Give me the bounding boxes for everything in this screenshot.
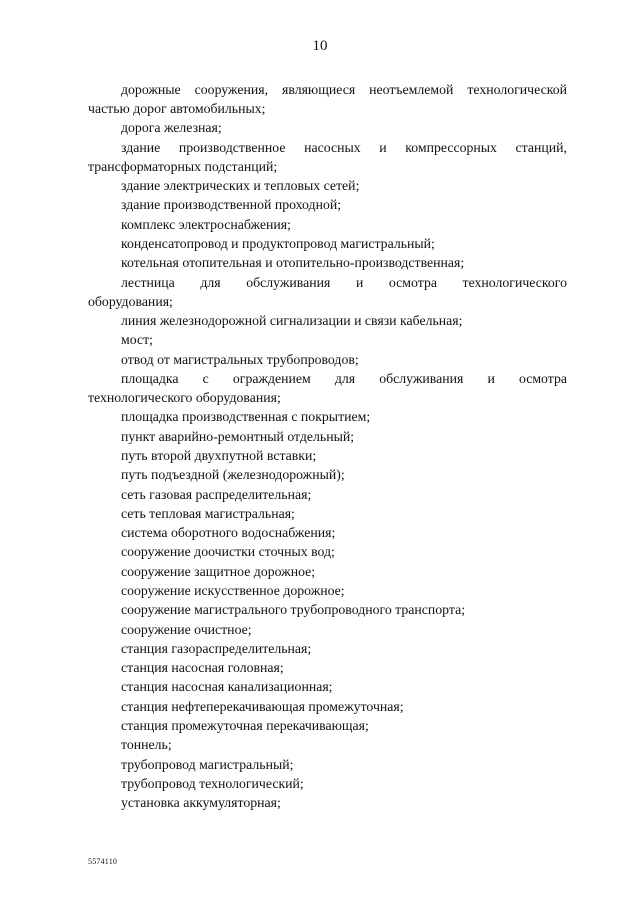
list-item-line: площадка с ограждением для обслуживания и осмотра	[121, 371, 567, 386]
list-item-line: линия железнодорожной сигнализации и связи кабельная;	[121, 313, 463, 328]
list-item-line: трубопровод магистральный;	[121, 757, 294, 772]
list-item-line: станция насосная канализационная;	[121, 679, 333, 694]
document-code: 5574110	[88, 857, 118, 866]
list-item-line: сеть тепловая магистральная;	[121, 506, 295, 521]
list-item-line: сооружение очистное;	[121, 622, 252, 637]
list-item-line: конденсатопровод и продуктопровод магистральный;	[121, 236, 435, 251]
list-item-line: сеть газовая распределительная;	[121, 487, 312, 502]
list-item-line: путь подъездной (железнодорожный);	[121, 467, 345, 482]
list-item-line: котельная отопительная и отопительно-производственная;	[121, 255, 465, 270]
list-item-line: тоннель;	[121, 737, 172, 752]
list-item-line: комплекс электроснабжения;	[121, 217, 291, 232]
list-item-continuation: оборудования;	[88, 294, 173, 309]
page-number: 10	[312, 38, 328, 54]
list-item-line: станция нефтеперекачивающая промежуточная;	[121, 699, 404, 714]
list-item-line: дорожные сооружения, являющиеся неотъемлемой технологической	[121, 82, 567, 97]
list-item-continuation: технологического оборудования;	[88, 390, 281, 405]
list-item-line: здание электрических и тепловых сетей;	[121, 178, 360, 193]
list-item-continuation: трансформаторных подстанций;	[88, 159, 278, 174]
list-item-line: станция промежуточная перекачивающая;	[121, 718, 369, 733]
list-item-line: здание производственной проходной;	[121, 197, 342, 212]
list-item-line: сооружение искусственное дорожное;	[121, 583, 345, 598]
list-item-continuation: частью дорог автомобильных;	[88, 101, 266, 116]
list-item-line: здание производственное насосных и компрессорных станций,	[121, 140, 567, 155]
list-item-line: мост;	[121, 332, 153, 347]
list-item-line: путь второй двухпутной вставки;	[121, 448, 317, 463]
list-item-line: станция газораспределительная;	[121, 641, 312, 656]
list-item-line: сооружение магистрального трубопроводного транспорта;	[121, 602, 466, 617]
list-item-line: отвод от магистральных трубопроводов;	[121, 352, 359, 367]
list-item-line: установка аккумуляторная;	[121, 795, 281, 810]
list-item-line: трубопровод технологический;	[121, 776, 304, 791]
list-item-line: лестница для обслуживания и осмотра технологического	[121, 275, 567, 290]
list-item-line: система оборотного водоснабжения;	[121, 525, 336, 540]
list-item-line: сооружение защитное дорожное;	[121, 564, 316, 579]
list-item-line: площадка производственная с покрытием;	[121, 409, 371, 424]
list-item-line: пункт аварийно-ремонтный отдельный;	[121, 429, 355, 444]
list-item-line: дорога железная;	[121, 120, 222, 135]
list-item-line: станция насосная головная;	[121, 660, 284, 675]
list-item-line: сооружение доочистки сточных вод;	[121, 544, 335, 559]
